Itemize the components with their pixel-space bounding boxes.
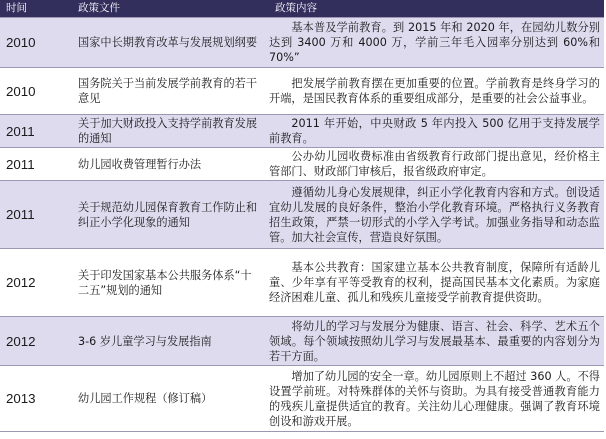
content-cell: 基本公共教育：国家建立基本公共教育制度，保障所有适龄儿童、少年享有平等受教育的权利，提高国民基本文化素质。为家庭经济困难儿童、孤儿和残疾儿童接受学前教育提供资助。 [263,249,604,317]
year-cell: 2011 [0,181,72,249]
table-row [0,115,604,148]
document-cell: 国务院关于当前发展学前教育的若干意见 [72,68,263,115]
header-row [0,0,604,18]
header-year: 时间 [0,0,72,18]
table-row [0,18,604,68]
document-cell: 关于印发国家基本公共服务体系“十二五”规划的通知 [72,249,263,317]
year-cell: 2011 [0,148,72,181]
year-cell: 2010 [0,18,72,68]
header-content: 政策内容 [263,0,604,18]
document-cell: 关于加大财政投入支持学前教育发展的通知 [72,115,263,148]
year-cell: 2012 [0,249,72,317]
content-cell: 遵循幼儿身心发展规律，纠正小学化教育内容和方式。创设适宜幼儿发展的良好条件，整治小学化教育环境。严格执行义务教育招生政策，严禁一切形式的小学入学考试。加强业务指导和动态监管。加大社会宣传，营造良好氛围。 [263,181,604,249]
table-row [0,68,604,115]
year-cell: 2011 [0,115,72,148]
content-cell: 增加了幼儿园的安全一章。幼儿园原则上不超过 360 人。不得设置学前班。对特殊群体的关怀与资助。为具有接受普通教育能力的残疾儿童提供适宜的教育。关注幼儿心理健康。强调了教育环境创设和游戏开展。 [263,366,604,432]
year-cell: 2013 [0,366,72,432]
document-cell: 国家中长期教育改革与发展规划纲要 [72,18,263,68]
content-cell: 公办幼儿园收费标准由省级教育行政部门提出意见，经价格主管部门、财政部门审核后，报省级政府审定。 [263,148,604,181]
document-cell: 3-6 岁儿童学习与发展指南 [72,317,263,366]
header-document: 政策文件 [72,0,263,18]
table-row [0,317,604,366]
table-row [0,366,604,432]
year-cell: 2012 [0,317,72,366]
table-row [0,249,604,317]
document-cell: 关于规范幼儿园保育教育工作防止和纠正小学化现象的通知 [72,181,263,249]
document-cell: 幼儿园收费管理暂行办法 [72,148,263,181]
document-cell: 幼儿园工作规程（修订稿） [72,366,263,432]
content-cell: 基本普及学前教育。到 2015 年和 2020 年，在园幼儿数分别达到 3400 万和 4000 万，学前三年毛入园率分别达到 60%和 70%” [263,18,604,68]
table-row [0,181,604,249]
content-cell: 将幼儿的学习与发展分为健康、语言、社会、科学、艺术五个领域。每个领域按照幼儿学习与发展最基本、最重要的内容划分为若干方面。 [263,317,604,366]
content-cell: 2011 年开始，中央财政 5 年内投入 500 亿用于支持发展学前教育。 [263,115,604,148]
content-cell: 把发展学前教育摆在更加重要的位置。学前教育是终身学习的开端，是国民教育体系的重要组成部分，是重要的社会公益事业。 [263,68,604,115]
year-cell: 2010 [0,68,72,115]
table-row [0,148,604,181]
